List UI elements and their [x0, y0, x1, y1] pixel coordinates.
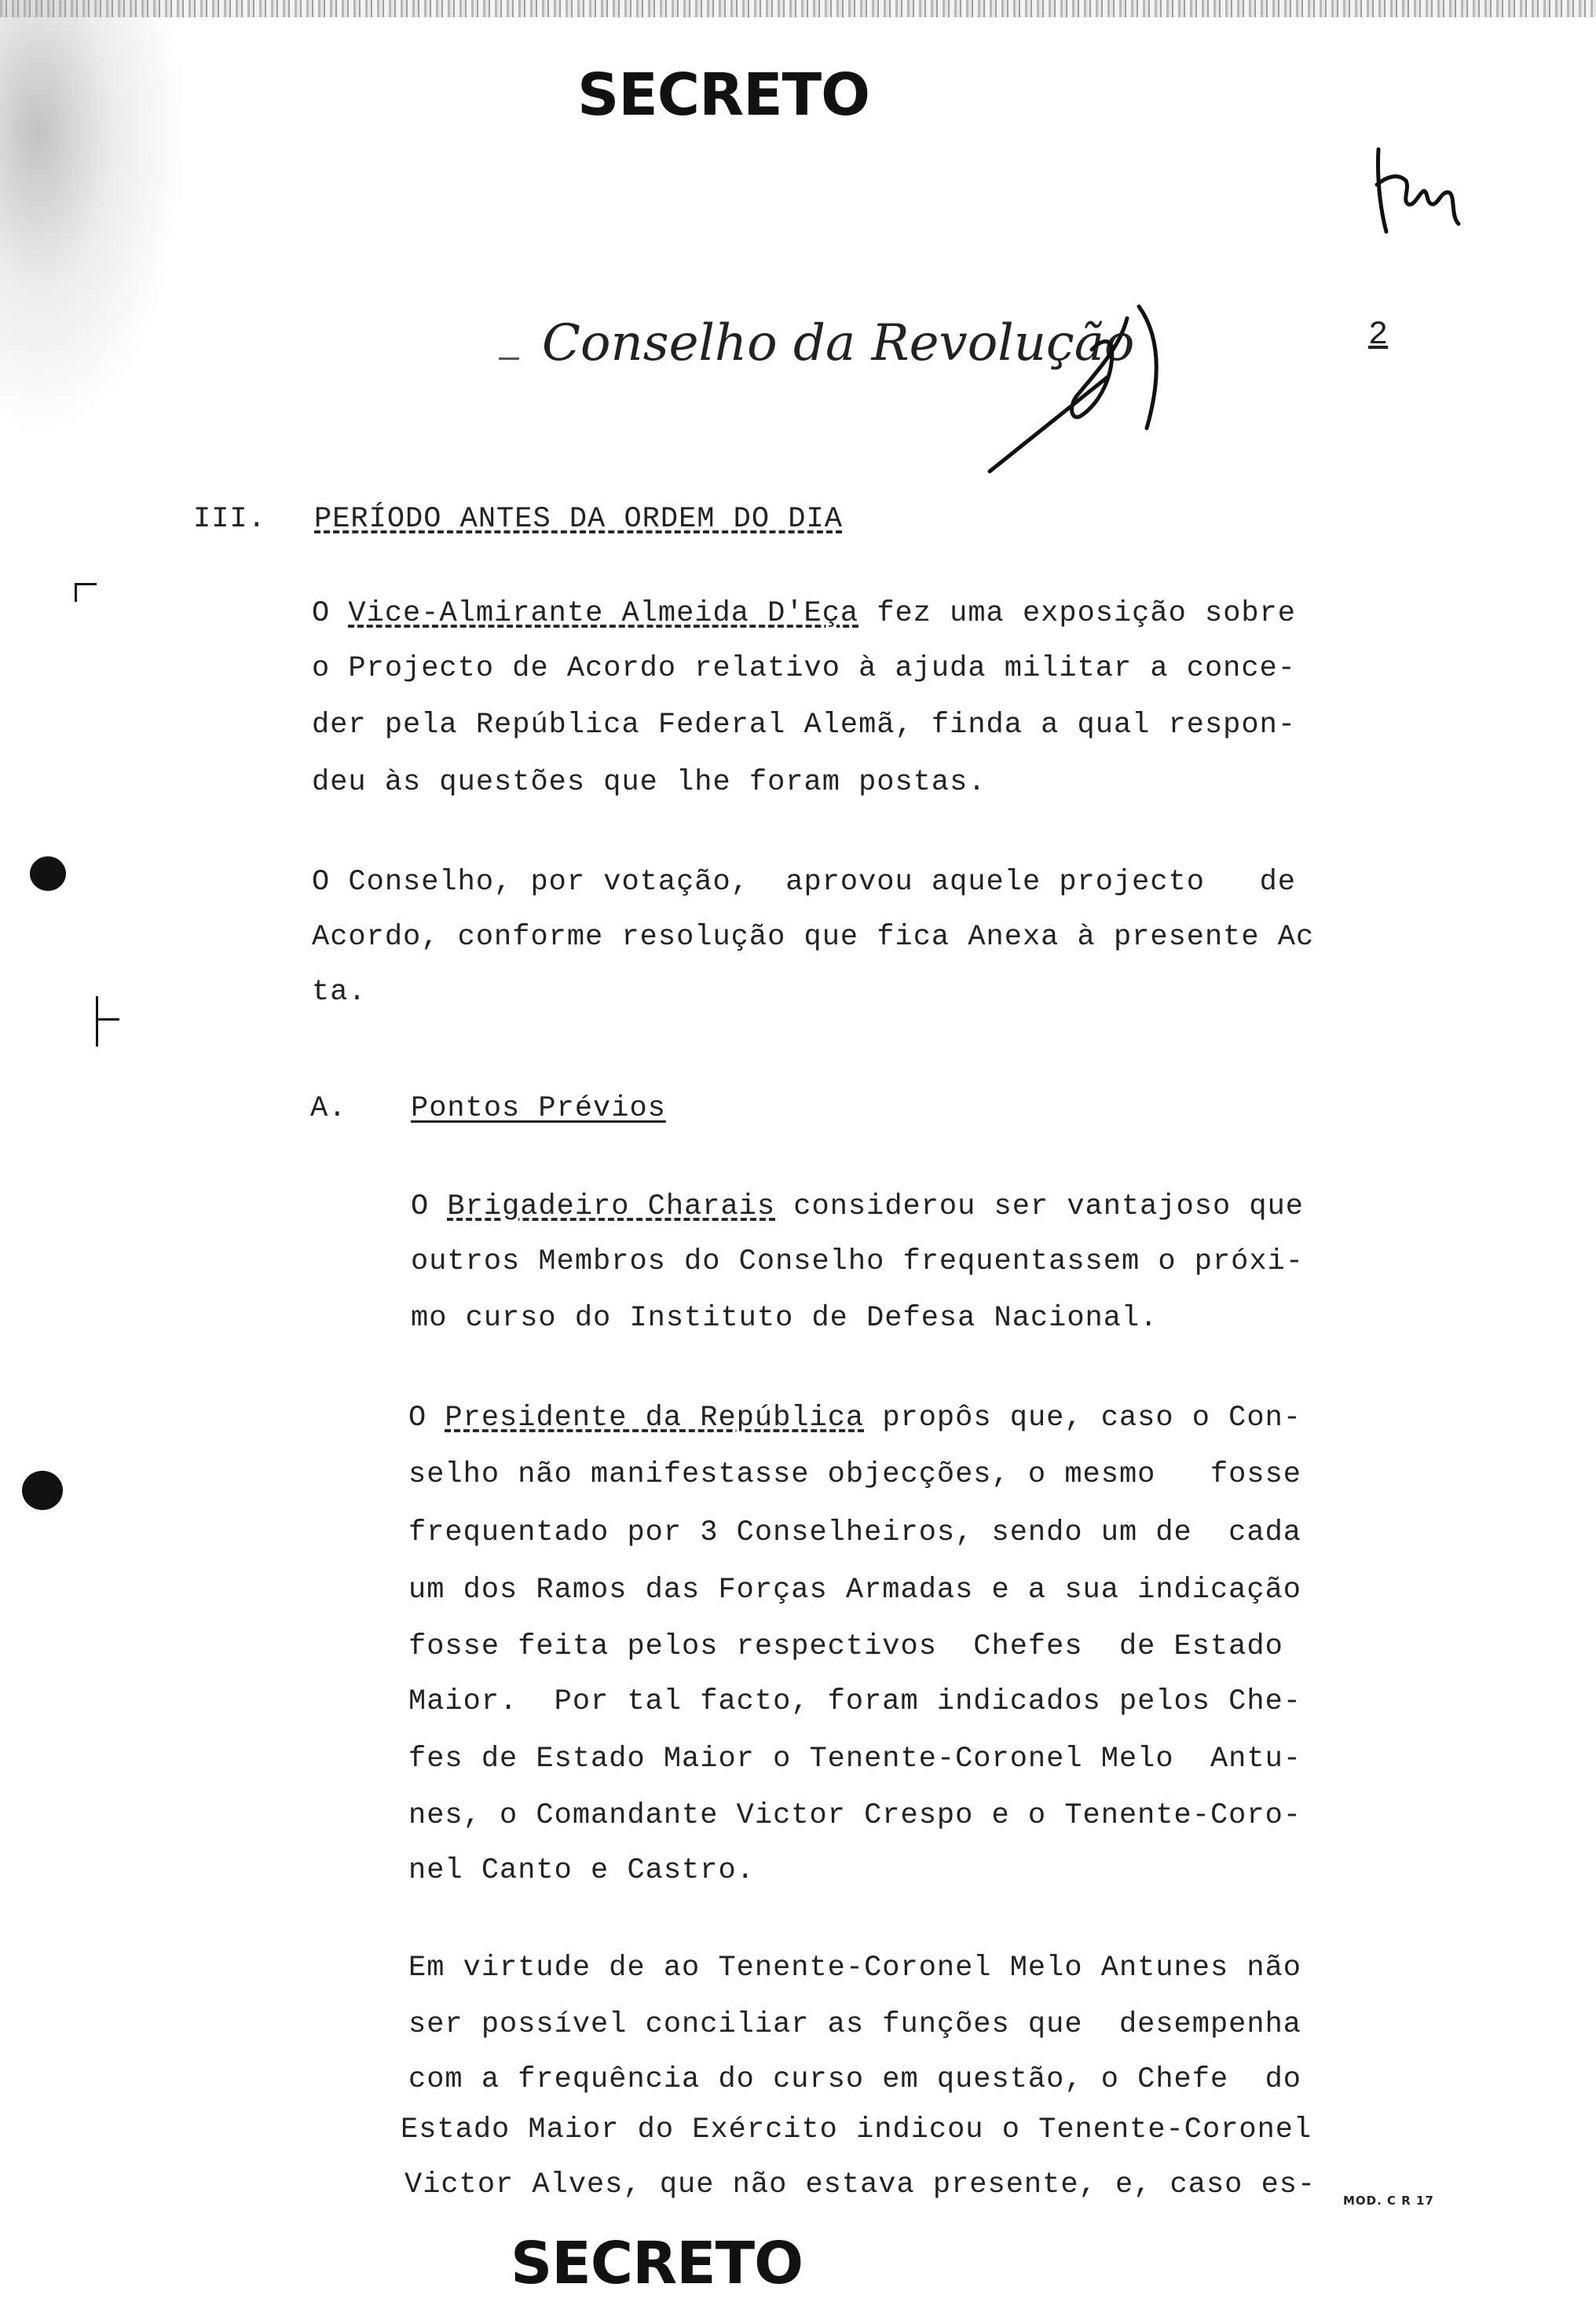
- paragraph-4-line-3: frequentado por 3 Conselheiros, sendo um de cada: [408, 1516, 1301, 1549]
- margin-bracket-top-stem: [75, 583, 77, 602]
- speaker-brigadeiro: Brigadeiro Charais: [447, 1190, 776, 1223]
- paragraph-5-line-4: Estado Maior do Exército indicou o Tenente-Coronel: [401, 2113, 1312, 2146]
- paragraph-3-suffix: considerou ser vantajoso que: [775, 1190, 1304, 1223]
- paragraph-5-line-1: Em virtude de ao Tenente-Coronel Melo Antunes não: [408, 1952, 1301, 1985]
- letterhead-title: Conselho da Revolução: [542, 314, 1135, 372]
- scan-noise-top: [0, 0, 1596, 17]
- paragraph-4-line-6: Maior. Por tal facto, foram indicados pelos Che-: [408, 1685, 1301, 1718]
- paragraph-4-line-8: nes, o Comandante Victor Crespo e o Tenente-Coro-: [408, 1799, 1301, 1832]
- classification-stamp-top: SECRETO: [577, 61, 870, 129]
- paragraph-4-line-1: [408, 1402, 1301, 1435]
- paragraph-3-line-2: outros Membros do Conselho frequentassem o próxi-: [411, 1245, 1304, 1278]
- paragraph-4-line-4: um dos Ramos das Forças Armadas e a sua indicação: [408, 1574, 1301, 1607]
- classification-stamp-bottom: SECRETO: [510, 2230, 803, 2297]
- paragraph-4-line-9: nel Canto e Castro.: [408, 1854, 755, 1887]
- speaker-presidente: Presidente da República: [445, 1402, 865, 1435]
- punch-hole-mark-1: [30, 856, 66, 891]
- margin-bracket-middle: [96, 996, 98, 1047]
- handwritten-initials-top-right: [1363, 130, 1481, 247]
- subsection-title: Pontos Prévios: [411, 1092, 666, 1125]
- paragraph-1-line-3: der pela República Federal Alemã, finda a qual respon-: [312, 709, 1296, 742]
- speaker-vice-almirante: Vice-Almirante Almeida D'Eça: [348, 597, 859, 630]
- handwritten-signature: [982, 302, 1210, 479]
- paragraph-4-line-5: fosse feita pelos respectivos Chefes de Estado: [408, 1630, 1283, 1663]
- page-number: 2: [1368, 316, 1389, 354]
- paragraph-2-line-3: ta.: [312, 976, 367, 1009]
- paragraph-3-line-3: mo curso do Instituto de Defesa Nacional.: [411, 1302, 1159, 1335]
- paragraph-1-line-4: deu às questões que lhe foram postas.: [312, 766, 987, 799]
- paragraph-2-line-1: O Conselho, por votação, aprovou aquele projecto de: [312, 866, 1296, 899]
- paragraph-4-suffix: propôs que, caso o Con-: [864, 1402, 1301, 1435]
- paragraph-2-line-2: Acordo, conforme resolução que fica Anexa à presente Ac: [312, 921, 1315, 954]
- section-number: III.: [193, 503, 266, 536]
- paragraph-1-line-1: [312, 597, 1296, 630]
- form-code: MOD. C R 17: [1343, 2194, 1434, 2208]
- paragraph-3-line-1: [411, 1190, 1304, 1223]
- paragraph-1-line-2: o Projecto de Acordo relativo à ajuda militar a conce-: [312, 652, 1296, 685]
- paragraph-3-prefix: O: [411, 1190, 448, 1223]
- margin-bracket-middle-foot: [96, 1018, 119, 1021]
- section-title: PERÍODO ANTES DA ORDEM DO DIA: [314, 503, 843, 536]
- paragraph-4-prefix: O: [408, 1402, 445, 1435]
- paragraph-1-suffix: fez uma exposição sobre: [858, 597, 1297, 630]
- letterhead-dash: [499, 357, 519, 360]
- paragraph-4-line-2: selho não manifestasse objecções, o mesmo fosse: [408, 1458, 1301, 1491]
- paragraph-4-line-7: fes de Estado Maior o Tenente-Coronel Melo Antu-: [408, 1743, 1301, 1776]
- paragraph-5-line-3: com a frequência do curso em questão, o Chefe do: [408, 2063, 1301, 2096]
- paragraph-5-line-2: ser possível conciliar as funções que desempenha: [408, 2008, 1301, 2041]
- paragraph-5-line-5: Victor Alves, que não estava presente, e, caso es-: [404, 2168, 1316, 2201]
- punch-hole-mark-2: [22, 1471, 63, 1510]
- paragraph-1-prefix: O: [312, 597, 349, 630]
- margin-bracket-top: [75, 583, 97, 585]
- subsection-letter: A.: [310, 1092, 347, 1125]
